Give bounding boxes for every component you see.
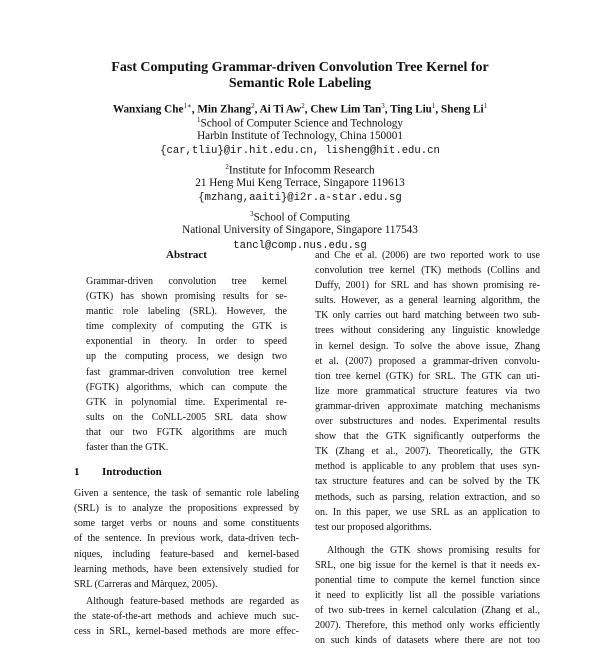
author-name: Ting Liu xyxy=(390,103,432,116)
author-mark: 1∗ xyxy=(183,102,192,110)
affiliation-3-email: tancl@comp.nus.edu.sg xyxy=(233,239,367,252)
paper-title-line-1: Fast Computing Grammar-driven Convolution Tree Kernel for xyxy=(111,60,489,75)
section-number: 1 xyxy=(74,466,80,479)
body-line: show that the GTK significantly outperforms the xyxy=(315,431,540,443)
abstract-body xyxy=(86,274,287,455)
body-line: sults. However, as a general learning algorithm, the xyxy=(315,295,540,307)
right-paragraph-1 xyxy=(315,248,540,535)
section-title: Introduction xyxy=(102,466,162,479)
right-column xyxy=(315,248,540,648)
author-name: Chew Lim Tan xyxy=(310,103,382,116)
affiliation-1-place: Harbin Institute of Technology, China 150001 xyxy=(197,129,403,142)
author-mark: 3 xyxy=(381,102,385,110)
abstract-line: sults on the CoNLL-2005 SRL data show xyxy=(86,411,287,423)
author-name: Min Zhang xyxy=(197,103,252,116)
abstract-heading: Abstract xyxy=(166,249,207,261)
body-line: over substructures and nodes. Experimental results xyxy=(315,416,540,428)
body-line: of two sub-trees in kernel calculation (Zhang et al., xyxy=(315,605,540,617)
affiliations xyxy=(40,113,560,254)
author-mark: 1 xyxy=(483,102,488,110)
body-line: lize more grammatical structure features via two xyxy=(315,385,540,397)
body-line: in kernel design. To solve the above issue, Zhang xyxy=(315,340,540,352)
abstract-line: up the computing process, we design two xyxy=(86,351,287,363)
abstract-line: that our two FGTK algorithms are much xyxy=(86,426,287,438)
body-line: cess in SRL, kernel-based methods are more effec- xyxy=(74,625,299,637)
body-line: grammar-driven approximate matching mechanisms xyxy=(315,400,540,412)
affiliation-1-name xyxy=(40,113,560,129)
abstract-line: faster than the GTK. xyxy=(86,442,169,454)
affiliation-text: Institute for Infocomm Research xyxy=(228,164,375,177)
abstract-line: mantic role labeling (SRL). However, the xyxy=(86,306,287,318)
introduction-paragraph-2 xyxy=(74,594,299,639)
abstract-line: GTK in polynomial time. Experimental re- xyxy=(86,396,287,408)
body-line: TK only carries out hard matching between two sub- xyxy=(315,310,540,322)
body-line: 2007). Therefore, this method only works efficiently xyxy=(315,620,540,632)
body-line: methods, such as parsing, relation extraction, and so xyxy=(315,491,540,503)
affiliation-mark: 2 xyxy=(225,163,229,172)
body-line: SRL (Carreras and Màrquez, 2005). xyxy=(74,578,218,590)
author-mark: 1 xyxy=(431,102,436,110)
affiliation-mark: 3 xyxy=(250,210,254,219)
affiliation-2-place: 21 Heng Mui Keng Terrace, Singapore 119613 xyxy=(195,176,405,189)
affiliation-2-name xyxy=(40,160,560,176)
body-line: (SRL) is to analyze the propositions expressed by xyxy=(74,503,299,515)
body-line: Duffy, 2001) for SRL and has shown promising re- xyxy=(315,280,540,292)
abstract-line: exponential in theory. In order to speed xyxy=(86,336,287,348)
paper-title-line-2: Semantic Role Labeling xyxy=(228,76,372,91)
abstract-line: fast grammar-driven convolution tree kernel xyxy=(86,366,287,378)
body-line: ponential time to compute the kernel function since xyxy=(315,574,540,586)
body-line: and Che et al. (2006) are two reported work to use xyxy=(315,250,540,261)
body-line: trees without considering any linguistic knowledge xyxy=(315,325,540,337)
author-mark: 2 xyxy=(301,102,305,110)
author-name: Sheng Li xyxy=(441,103,484,116)
body-line: on. In this paper, we use SRL as an application to xyxy=(315,506,540,518)
body-line: niques, including feature-based and kernel-based xyxy=(74,548,299,560)
body-line: the state-of-the-art methods and achieve much suc- xyxy=(74,610,299,622)
body-line: test our proposed algorithms. xyxy=(315,521,432,533)
author-mark: 2 xyxy=(251,102,255,110)
body-line: Given a sentence, the task of semantic role labeling xyxy=(74,488,299,500)
body-line: of the sentence. In previous work, data-driven tech- xyxy=(74,533,299,545)
left-column xyxy=(74,248,299,639)
author-name: Ai Ti Aw xyxy=(259,103,302,116)
introduction-paragraph-1 xyxy=(74,486,299,592)
body-line: method is applicable to any problem that uses syn- xyxy=(315,461,540,473)
body-line: Although the GTK shows promising results for xyxy=(327,544,540,556)
abstract-line: (FGTK) algorithms, which can compute the xyxy=(86,381,287,393)
body-line: tax structure features and can be solved by the TK xyxy=(315,476,540,488)
affiliation-1-email: {car,tliu}@ir.hit.edu.cn, lisheng@hit.edu.cn xyxy=(160,145,440,158)
body-line: convolution tree kernel (TK) methods (Collins and xyxy=(315,265,540,277)
affiliation-text: School of Computing xyxy=(253,211,350,224)
body-line: tion tree kernel (GTK) for SRL. The GTK can uti- xyxy=(315,370,540,382)
body-line: on such kinds of datasets where there are not too xyxy=(315,635,540,647)
body-line: some target verbs or nouns and some constituents xyxy=(74,518,299,530)
body-line: learning methods, have been extensively studied for xyxy=(74,563,299,575)
affiliation-3-name xyxy=(40,207,560,223)
affiliation-3-place: National University of Singapore, Singapore 117543 xyxy=(182,223,418,236)
body-line: TK (Zhang et al., 2007). Theoretically, the GTK xyxy=(315,446,540,458)
body-line: SRL, one big issue for the kernel is that it needs ex- xyxy=(315,559,540,571)
abstract-line: Grammar-driven convolution tree kernel xyxy=(86,276,287,287)
affiliation-mark: 1 xyxy=(196,116,201,124)
affiliation-2-email: {mzhang,aaiti}@i2r.a-star.edu.sg xyxy=(198,192,402,205)
body-line: it need to explicitly list all the possible variations xyxy=(315,590,540,602)
body-line: Although feature-based methods are regarded as xyxy=(86,595,299,607)
author-name: Wanxiang Che xyxy=(112,103,184,116)
affiliation-text: School of Computer Science and Technology xyxy=(200,117,403,130)
abstract-line: time complexity of computing the GTK is xyxy=(86,321,287,333)
section-heading-introduction xyxy=(74,465,299,480)
author-list: Wanxiang Che$^{1∗}$, Min Zhang$^2$, Ai Ti Aw$^2$, Chew Lim Tan$^3$, Ting Liu$^1$, Sheng Li$^1$ xyxy=(112,102,488,116)
abstract-line: (GTK) has shown promising results for se- xyxy=(86,291,287,303)
body-line: et al. (2007) proposed a grammar-driven convolu- xyxy=(315,355,540,367)
right-paragraph-2 xyxy=(315,543,540,648)
